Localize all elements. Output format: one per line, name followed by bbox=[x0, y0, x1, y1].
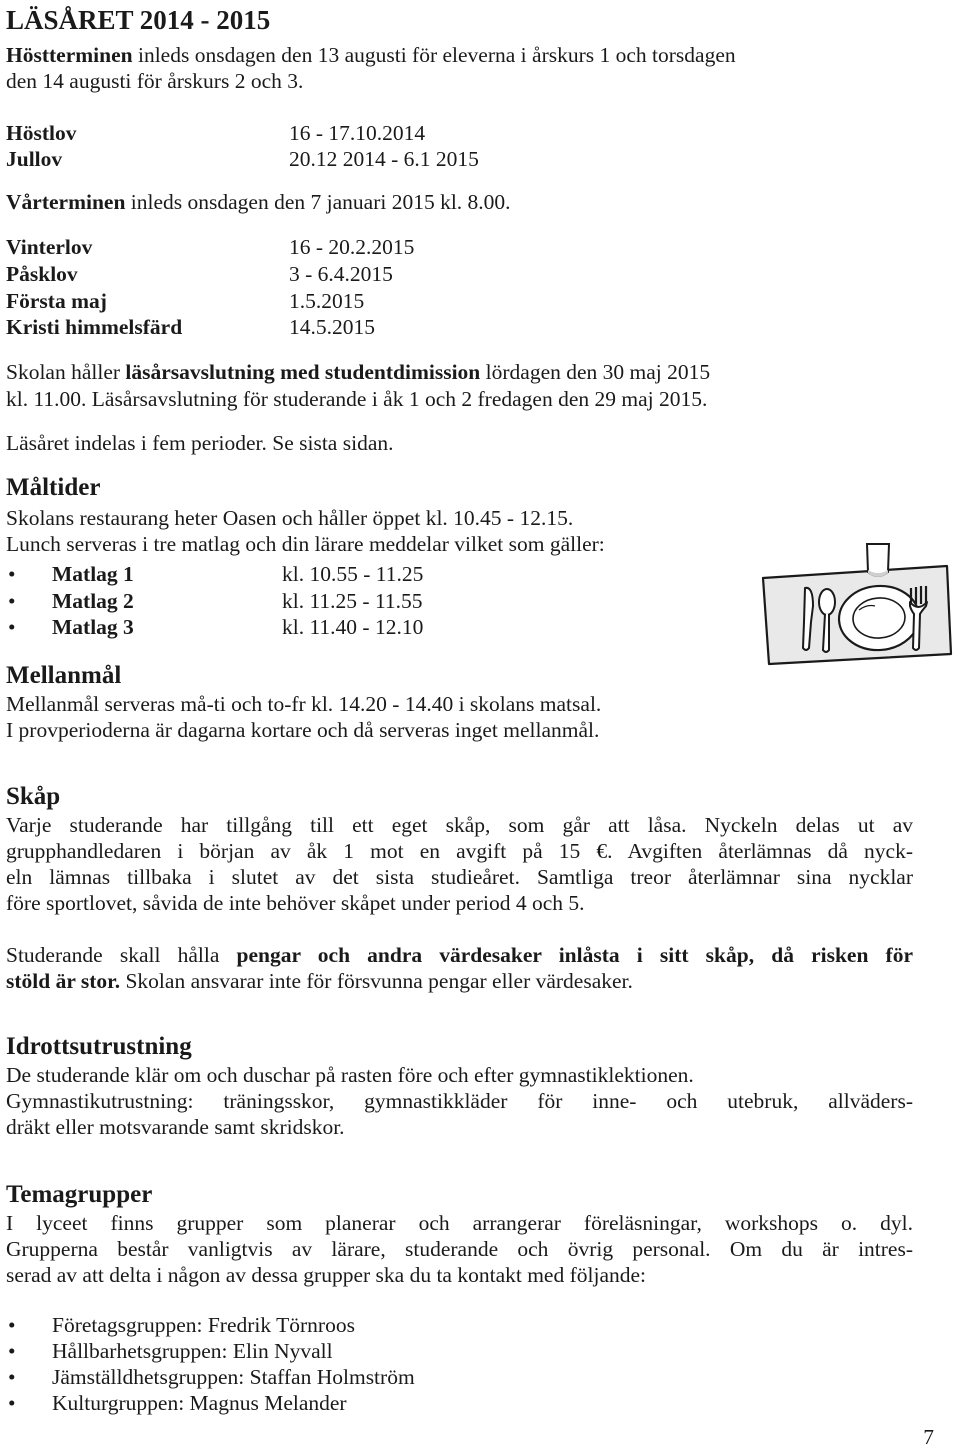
holiday-dates: 16 - 17.10.2014 bbox=[289, 121, 426, 145]
lunch-group-name: Matlag 1 bbox=[52, 562, 134, 586]
meals-heading: Måltider bbox=[6, 474, 101, 501]
holiday-dates: 14.5.2015 bbox=[289, 315, 375, 339]
bullet: • bbox=[8, 615, 16, 639]
sports-heading: Idrottsutrustning bbox=[6, 1033, 192, 1060]
theme-text-line: Grupperna består vanligtvis av lärare, studerande och övrig personal. Om du är intres- bbox=[6, 1237, 913, 1261]
bullet: • bbox=[8, 589, 16, 613]
holiday-name: Vinterlov bbox=[6, 235, 93, 259]
bullet: • bbox=[8, 1391, 16, 1415]
holiday-dates: 1.5.2015 bbox=[289, 289, 365, 313]
bullet: • bbox=[8, 1365, 16, 1389]
bullet: • bbox=[8, 562, 16, 586]
holiday-dates: 16 - 20.2.2015 bbox=[289, 235, 415, 259]
bullet: • bbox=[8, 1339, 16, 1363]
sports-text-line: Gymnastikutrustning: träningsskor, gymnastikkläder för inne- och utebruk, allväders- bbox=[6, 1089, 913, 1113]
snack-line-1: Mellanmål serveras må-ti och to-fr kl. 14.20 - 14.40 i skolans matsal. bbox=[6, 692, 602, 716]
autumn-term-label: Höstterminen bbox=[6, 43, 133, 67]
page-title: LÄSÅRET 2014 - 2015 bbox=[6, 5, 271, 35]
graduation-text: Skolan håller bbox=[6, 360, 126, 384]
graduation-line-2: kl. 11.00. Läsårsavslutning för studerande i åk 1 och 2 fredagen den 29 maj 2015. bbox=[6, 387, 708, 411]
spring-intro-text: inleds onsdagen den 7 januari 2015 kl. 8.00. bbox=[125, 190, 511, 214]
valuables-emphasis: pengar och andra värdesaker inlåsta i sitt skåp, då risken för bbox=[236, 943, 914, 967]
theme-group-item: Kulturgruppen: Magnus Melander bbox=[52, 1391, 347, 1415]
locker-text-line: grupphandledaren i början av åk 1 mot en avgift på 15 €. Avgiften återlämnas då nyck- bbox=[6, 839, 913, 863]
autumn-intro-line-2: den 14 augusti för årskurs 2 och 3. bbox=[6, 69, 304, 93]
valuables-text: Studerande skall hålla bbox=[6, 943, 237, 967]
periods-note: Läsåret indelas i fem perioder. Se sista sidan. bbox=[6, 431, 394, 455]
sports-text-line: dräkt eller motsvarande samt skridskor. bbox=[6, 1115, 345, 1139]
theme-group-item: Företagsgruppen: Fredrik Törnroos bbox=[52, 1313, 355, 1337]
holiday-name: Första maj bbox=[6, 289, 107, 313]
autumn-intro-line-1 bbox=[6, 42, 736, 68]
page-number: 7 bbox=[923, 1425, 934, 1449]
place-setting-icon bbox=[755, 540, 955, 673]
locker-heading: Skåp bbox=[6, 783, 61, 810]
holiday-name: Kristi himmelsfärd bbox=[6, 315, 183, 339]
theme-group-item: Jämställdhetsgruppen: Staffan Holmström bbox=[52, 1365, 415, 1389]
holiday-name: Höstlov bbox=[6, 121, 77, 145]
autumn-intro-text: inleds onsdagen den 13 augusti för eleverna i årskurs 1 och torsdagen bbox=[132, 43, 736, 67]
locker-text-line: före sportlovet, såvida de inte behöver skåpet under period 4 och 5. bbox=[6, 891, 585, 915]
sports-text-line: De studerande klär om och duschar på rasten före och efter gymnastiklektionen. bbox=[6, 1063, 694, 1087]
valuables-line-2 bbox=[6, 968, 633, 994]
spring-term-label: Vårterminen bbox=[6, 190, 126, 214]
theme-heading: Temagrupper bbox=[6, 1181, 153, 1208]
graduation-line-1 bbox=[6, 359, 710, 385]
theme-text-line: serad av att delta i någon av dessa grupper ska du ta kontakt med följande: bbox=[6, 1263, 647, 1287]
lunch-group-time: kl. 11.25 - 11.55 bbox=[282, 589, 423, 613]
lunch-group-name: Matlag 2 bbox=[52, 589, 134, 613]
graduation-emphasis: läsårsavslutning med studentdimission bbox=[125, 360, 481, 384]
holiday-dates: 3 - 6.4.2015 bbox=[289, 262, 393, 286]
valuables-line-1 bbox=[6, 942, 913, 968]
meals-hours: Skolans restaurang heter Oasen och håller öppet kl. 10.45 - 12.15. bbox=[6, 506, 574, 530]
holiday-dates: 20.12 2014 - 6.1 2015 bbox=[289, 147, 479, 171]
theme-group-item: Hållbarhetsgruppen: Elin Nyvall bbox=[52, 1339, 333, 1363]
holiday-name: Jullov bbox=[6, 147, 63, 171]
lunch-group-time: kl. 11.40 - 12.10 bbox=[282, 615, 424, 639]
valuables-emphasis: stöld är stor. bbox=[6, 969, 121, 993]
lunch-group-time: kl. 10.55 - 11.25 bbox=[282, 562, 424, 586]
valuables-text: Skolan ansvarar inte för försvunna pengar eller värdesaker. bbox=[120, 969, 633, 993]
locker-text-line: Varje studerande har tillgång till ett eget skåp, som går att låsa. Nyckeln delas ut av bbox=[6, 813, 913, 837]
theme-text-line: I lyceet finns grupper som planerar och arrangerar föreläsningar, workshops o. dyl. bbox=[6, 1211, 913, 1235]
bullet: • bbox=[8, 1313, 16, 1337]
graduation-date: lördagen den 30 maj 2015 bbox=[480, 360, 711, 384]
meals-lunch-intro: Lunch serveras i tre matlag och din lärare meddelar vilket som gäller: bbox=[6, 532, 605, 556]
holiday-name: Påsklov bbox=[6, 262, 78, 286]
lunch-group-name: Matlag 3 bbox=[52, 615, 134, 639]
locker-text-line: eln lämnas tillbaka i slutet av det sista studieåret. Samtliga treor återlämnar sina nycklar bbox=[6, 865, 913, 889]
snack-heading: Mellanmål bbox=[6, 662, 122, 689]
spring-intro bbox=[6, 189, 511, 215]
snack-line-2: I provperioderna är dagarna kortare och då serveras inget mellanmål. bbox=[6, 718, 600, 742]
